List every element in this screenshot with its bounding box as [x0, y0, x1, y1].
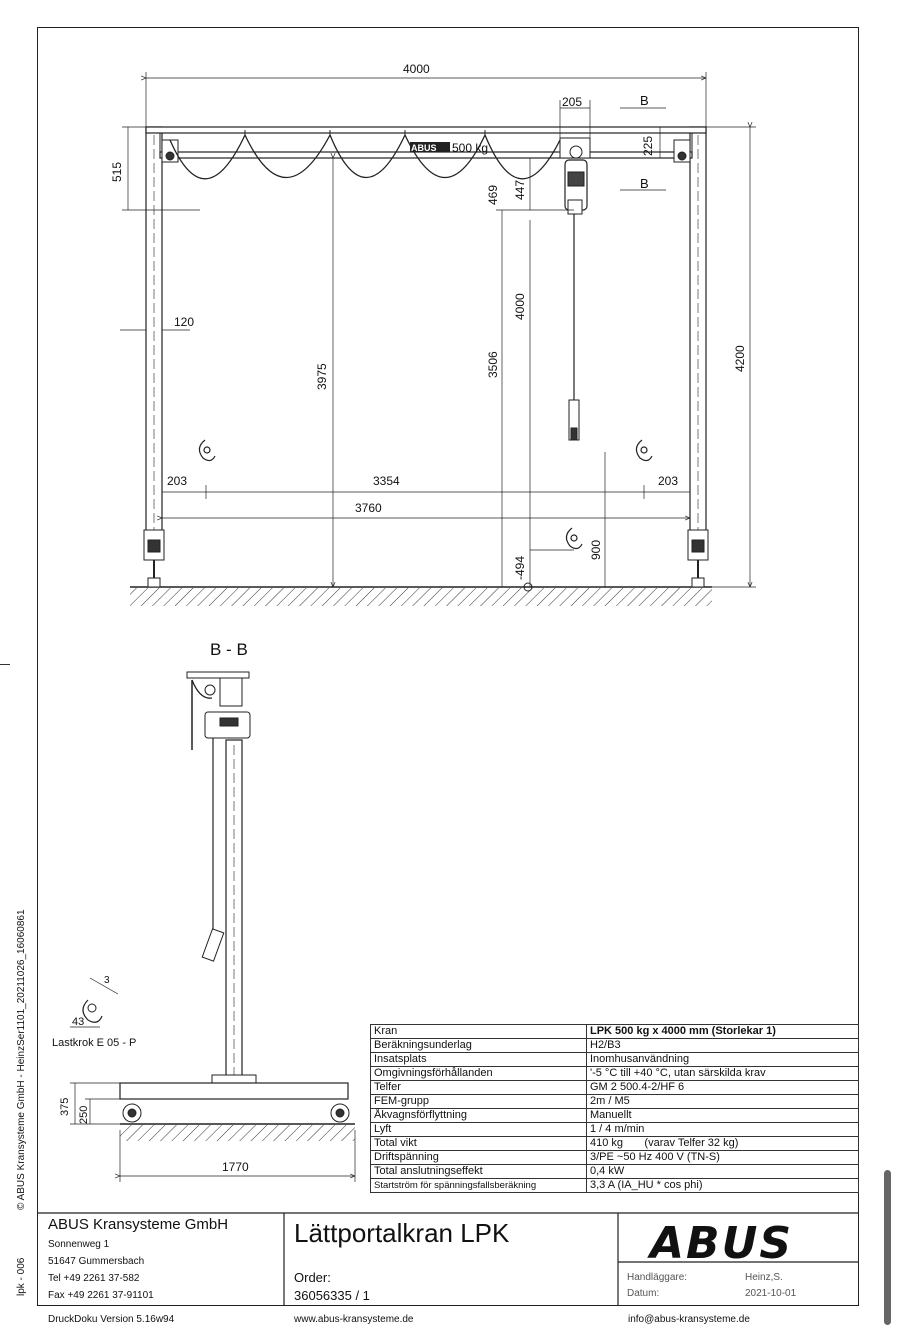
dim-span: 4000: [403, 62, 430, 76]
version-label: DruckDoku Version 5.16w94: [48, 1314, 175, 1325]
spec-row: [371, 1081, 859, 1095]
spec-key: Telfer: [371, 1081, 587, 1095]
spec-row: [371, 1039, 859, 1053]
dim-447: 447: [513, 179, 527, 200]
date-value: 2021-10-01: [745, 1288, 797, 1299]
spec-value: 3,3 A (IA_HU * cos phi): [587, 1179, 859, 1193]
date-label: Datum:: [627, 1288, 660, 1299]
order-number: 36056335 / 1: [294, 1288, 370, 1303]
spec-value: 0,4 kW: [587, 1165, 859, 1179]
spec-key: Kran: [371, 1025, 587, 1039]
dim-250: 250: [78, 1105, 90, 1124]
handler-label: Handläggare:: [627, 1272, 688, 1283]
dim-203-right: 203: [658, 474, 679, 488]
website-link[interactable]: www.abus-kransysteme.de: [294, 1314, 414, 1325]
spec-key: Total anslutningseffekt: [371, 1165, 587, 1179]
company-street: Sonnenweg 1: [48, 1239, 110, 1250]
spec-row: [371, 1095, 859, 1109]
spec-key: Beräkningsunderlag: [371, 1039, 587, 1053]
handler-value: Heinz,S.: [745, 1272, 783, 1283]
order-label: Order:: [294, 1270, 331, 1285]
spec-value: 1 / 4 m/min: [587, 1123, 859, 1137]
spec-value: LPK 500 kg x 4000 mm (Storlekar 1): [587, 1025, 859, 1039]
hook-caption: Lastkrok E 05 - P: [52, 1037, 137, 1049]
spec-row: [371, 1025, 859, 1039]
dim-3354: 3354: [373, 474, 400, 488]
dim-469: 469: [486, 184, 500, 205]
spec-key: Startström för spänningsfallsberäkning: [371, 1179, 587, 1193]
abus-logo: ABUS: [650, 1218, 794, 1269]
spec-row: [371, 1053, 859, 1067]
dim-hoist-width: 205: [562, 95, 583, 109]
company-fax: Fax +49 2261 37-91101: [48, 1290, 154, 1301]
section-mark-top: B: [640, 93, 649, 108]
dim-3975: 3975: [315, 363, 329, 390]
company-tel: Tel +49 2261 37-582: [48, 1273, 140, 1284]
dim-beam-height: 225: [641, 135, 655, 156]
drawing-title: Lättportalkran LPK: [294, 1218, 510, 1248]
dim-lift-4000: 4000: [513, 293, 527, 320]
spec-key: Lyft: [371, 1123, 587, 1137]
dim-203-left: 203: [167, 474, 188, 488]
dim-3506: 3506: [486, 351, 500, 378]
spec-value: Manuellt: [587, 1109, 859, 1123]
spec-key: Driftspänning: [371, 1151, 587, 1165]
dim-minus-494: -494: [513, 555, 527, 580]
company-name: ABUS Kransysteme GmbH: [48, 1216, 229, 1233]
spec-value: GM 2 500.4-2/HF 6: [587, 1081, 859, 1095]
spec-key: Insatsplats: [371, 1053, 587, 1067]
dim-3760: 3760: [355, 501, 382, 515]
margin-mark: [0, 664, 10, 665]
dim-515: 515: [110, 161, 124, 182]
spec-key: Total vikt: [371, 1137, 587, 1151]
section-label: B - B: [210, 640, 248, 659]
spec-value: 3/PE ~50 Hz 400 V (TN-S): [587, 1151, 859, 1165]
spec-row: [371, 1109, 859, 1123]
spec-row: [371, 1179, 859, 1193]
spec-key: Åkvagnsförflyttning: [371, 1109, 587, 1123]
section-view: [70, 672, 355, 1182]
spec-row: [371, 1151, 859, 1165]
spec-value: H2/B3: [587, 1039, 859, 1053]
spec-value: 2m / M5: [587, 1095, 859, 1109]
dim-900: 900: [589, 539, 603, 560]
spec-key: Omgivningsförhållanden: [371, 1067, 587, 1081]
spec-row: [371, 1165, 859, 1179]
capacity-label: 500 kg: [452, 141, 489, 155]
company-city: 51647 Gummersbach: [48, 1256, 145, 1267]
spec-row: [371, 1067, 859, 1081]
dim-1770: 1770: [222, 1160, 249, 1174]
hook-dim-43: 43: [72, 1016, 85, 1028]
section-mark-bottom: B: [640, 176, 649, 191]
hook-dim-3: 3: [104, 975, 110, 986]
beam-brand-label: ABUS: [411, 143, 437, 153]
spec-row: [371, 1123, 859, 1137]
front-view: [120, 72, 756, 606]
dim-4200: 4200: [733, 345, 747, 372]
scrollbar-thumb[interactable]: [884, 1170, 891, 1325]
email-link[interactable]: info@abus-kransysteme.de: [628, 1314, 750, 1325]
dim-375: 375: [59, 1097, 71, 1116]
dim-120: 120: [174, 315, 195, 329]
copyright-note: © ABUS Kransysteme GmbH - HeinzSer1101_20211026_16060861: [16, 909, 27, 1210]
spec-key: FEM-grupp: [371, 1095, 587, 1109]
spec-table: [370, 1024, 859, 1193]
spec-row: [371, 1137, 859, 1151]
spec-value: Inomhusanvändning: [587, 1053, 859, 1067]
spec-value: '-5 °C till +40 °C, utan särskilda krav: [587, 1067, 859, 1081]
doc-code: lpk - 006: [16, 1257, 27, 1296]
spec-value: 410 kg (varav Telfer 32 kg): [587, 1137, 859, 1151]
